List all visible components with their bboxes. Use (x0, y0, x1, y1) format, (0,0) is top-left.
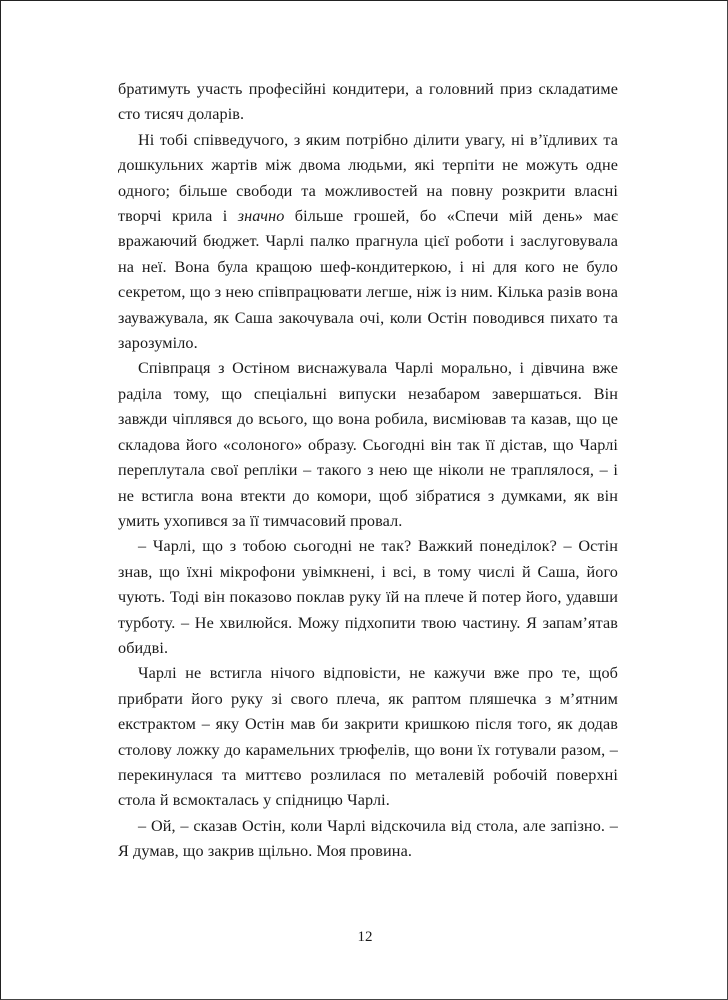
page-number: 12 (357, 929, 373, 945)
paragraph-3: Співпраця з Остіном виснажувала Чарлі морально, і дівчина вже раділа тому, що спеціальні випуски незабаром завершаться. Він завжди чіплявся до всього, що вона робила, висміював та казав, що це складова його «солоного» образу. Сьогодні він так її дістав, що Чарлі переплутала свої репліки – такого з нею ще ніколи не траплялося, – і не встигла вона втекти до комори, щоб зібратися з думками, як він умить ухопився за її тимчасовий провал. (118, 359, 618, 530)
paragraph-4: – Чарлі, що з тобою сьогодні не так? Важкий понеділок? – Остін знав, що їхні мікрофони увімкнені, і всі, в тому числі й Саша, його чують. Тоді він показово поклав руку їй на плече й потер його, удавши турботу. – Не хвилюйся. Можу підхопити твою частину. Я запам’ятав обидві. (118, 537, 618, 657)
paragraph-2-part-2: більше грошей, бо «Спечи мій день» має вражаючий бюджет. Чарлі палко прагнула цієї роботи і заслуговувала на неї. Вона була кращою шеф-кондитеркою, і ні для кого не було секретом, що з нею співпрацювати легше, ніж із ним. Кілька разів вона зауважувала, як Саша закочувала очі, коли Остін поводився пихато та зарозуміло. (118, 207, 618, 353)
paragraph-2 (118, 128, 618, 357)
paragraph-5: Чарлі не встигла нічого відповісти, не кажучи вже про те, щоб прибрати його руку зі свого плеча, як раптом пляшечка з м’ятним екстрактом – яку Остін мав би закрити кришкою після того, як додав столову ложку до карамельних трюфелів, що вони їх готували разом, – перекинулася та миттєво розлилася по металевій робочій поверхні стола й всмокталась у спідницю Чарлі. (118, 664, 618, 810)
paragraph-2-part-1: Ні тобі співведучого, з яким потрібно ділити увагу, ні в’їдливих та дошкульних жартів між двома людьми, які терпіти не можуть одне одного; більше свободи та можливостей на повну розкрити власні творчі крила і (118, 130, 618, 226)
paragraph-6: – Ой, – сказав Остін, коли Чарлі відскочила від стола, але запізно. – Я думав, що закрив щільно. Моя провина. (118, 816, 618, 861)
paragraph-1: братимуть участь професійні кондитери, а головний приз складатиме сто тисяч доларів. (118, 80, 618, 124)
body-text (118, 77, 618, 865)
emphasis-word: значно (237, 207, 285, 226)
